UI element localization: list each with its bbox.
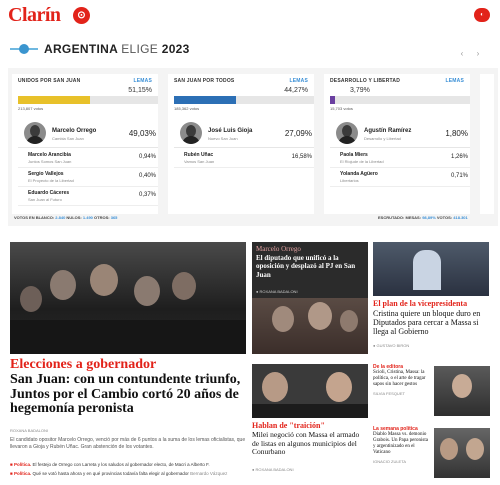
candidate-name: Sergio Vallejos [28, 171, 64, 177]
bullet-icon: ■ [10, 462, 13, 467]
story-kicker: De la editora [373, 364, 404, 370]
party-votes: 185,362 votos [174, 106, 200, 111]
mid-story-byline [256, 289, 298, 294]
lead-candidate [18, 118, 158, 148]
comment-icon: ● [252, 467, 255, 472]
story-headline: Scioli, Cristina, Massa: la política, o el arte de tragar sapos sin hacer gestos [373, 370, 426, 387]
mid-story-card[interactable] [252, 242, 368, 354]
result-card-2[interactable] [168, 74, 314, 214]
lemas-link[interactable]: LEMAS [445, 78, 464, 84]
right-story-headline[interactable]: Cristina quiere un bloque duro en Diputados para cercar a Massa si llega al Gobierno [373, 309, 481, 336]
clarin-logo[interactable]: Clarín [8, 4, 61, 26]
vote-bar [330, 96, 470, 104]
votes-label: VOTOS: [436, 215, 453, 220]
hero-headline[interactable]: San Juan: con un contundente triunfo, Juntos por el Cambio cortó 20 años de hegemonía peronista [10, 372, 241, 416]
vote-bar-fill [174, 96, 236, 104]
party-pct: 51,15% [128, 87, 152, 94]
avatar [336, 122, 358, 144]
candidate-row [18, 169, 158, 187]
blank-value: 2.840 [55, 215, 66, 220]
story-kicker: La semana política [373, 426, 418, 432]
hero-kicker[interactable]: Elecciones a gobernador [10, 357, 157, 372]
candidate-pct: 27,09% [284, 129, 312, 138]
title-light: ELIGE [121, 42, 159, 56]
candidate-name: Eduardo Cáceres [28, 190, 70, 196]
candidate-party: Libertarios [340, 178, 359, 183]
bottom-mid-photo[interactable] [252, 364, 368, 418]
mid-story-kicker: Marcelo Orrego [256, 245, 301, 253]
byline-text: ROXANA BADALONI [255, 467, 294, 472]
lemas-link[interactable]: LEMAS [133, 78, 152, 84]
next-card-peek[interactable] [480, 74, 494, 214]
mid-story-text [256, 245, 368, 279]
related-text: El festejo de Orrego con Larreta y los saludos al gobernador electo, de Macri a Alberto F. [32, 462, 210, 467]
right-story-photo[interactable] [373, 242, 489, 296]
candidate-row [18, 188, 158, 206]
election-banner [10, 40, 190, 58]
byline-text: GUSTAVO BIRON [376, 343, 410, 348]
blank-label: VOTOS EN BLANCO: [14, 215, 55, 220]
related-tag: Política. [13, 462, 32, 467]
candidate-row [174, 150, 314, 168]
party-name: DESARROLLO Y LIBERTAD [330, 78, 401, 84]
prev-arrow-icon[interactable]: ‹ [460, 49, 464, 58]
bottom-right-thumb-1[interactable] [434, 366, 490, 416]
bullet-icon: ■ [10, 471, 13, 476]
next-arrow-icon[interactable]: › [476, 49, 480, 58]
scrutiny-label: ESCRUTADO: [378, 215, 405, 220]
results-footer-right [378, 215, 468, 220]
candidate-name: Rubén Uñac [184, 152, 214, 158]
party-pct: 44,27% [284, 87, 308, 94]
mid-story-photo [252, 298, 368, 354]
right-story-kicker[interactable]: El plan de la vicepresidenta [373, 299, 468, 308]
candidate-party: Juntos Somos San Juan [28, 159, 72, 164]
title-main: ARGENTINA [44, 42, 118, 56]
candidate-party: Vamos San Juan [184, 159, 215, 164]
party-name: SAN JUAN POR TODOS [174, 78, 235, 84]
story-byline: SILVIA FESQUET [373, 391, 405, 396]
user-account-button[interactable]: ◐ [474, 8, 490, 22]
result-card-1[interactable] [12, 74, 158, 214]
votes-value: 418.301 [453, 215, 468, 220]
avatar [180, 122, 202, 144]
related-link-1[interactable] [10, 462, 246, 467]
candidate-row [330, 169, 470, 187]
hero-byline[interactable]: ROXANA BADALONI [10, 428, 49, 433]
hero-summary: El candidato opositor Marcelo Orrego, venció por más de 6 puntos a la suma de los lemas oficialistas, que llevaron a Gioja y Rubén Uñac. Gran abstención de los votantes. [10, 437, 246, 450]
lead-candidate [330, 118, 470, 148]
hero-photo[interactable] [10, 242, 246, 354]
candidate-row [330, 150, 470, 168]
story-byline: IGNACIO ZULETA [373, 459, 407, 464]
other-value: 365 [110, 215, 118, 220]
lead-candidate [174, 118, 314, 148]
vote-bar [174, 96, 314, 104]
candidate-name: Yolanda Agüero [340, 171, 378, 177]
comment-icon: ● [373, 343, 376, 348]
candidate-pct: 0,71% [450, 173, 468, 179]
candidate-party: San Juan al Futuro [28, 197, 62, 202]
related-link-2[interactable] [10, 471, 246, 476]
party-votes: 15,703 votos [330, 106, 353, 111]
vote-bar-fill [18, 96, 90, 104]
candidate-party: El Riojude de la Libertad [340, 159, 384, 164]
candidate-pct: 0,94% [138, 154, 156, 160]
election-title [44, 42, 190, 56]
party-votes: 213,807 votos [18, 106, 44, 111]
story-headline: Diablo Massa vs. demonio Grabois. Un Papa peronista y argentinizado en el Vaticano [373, 432, 428, 455]
candidate-party: El Proyecto de la Libertad [28, 178, 74, 183]
bottom-right-story-2[interactable] [373, 426, 431, 465]
vote-bar-fill [330, 96, 335, 104]
candidate-name: Agustín Ramírez [364, 128, 412, 134]
candidate-pct: 0,37% [138, 192, 156, 198]
candidate-name: Marcelo Orrego [52, 128, 97, 134]
tables-label: MESAS: [405, 215, 422, 220]
null-label: NULOS: [66, 215, 82, 220]
candidate-pct: 0,40% [138, 173, 156, 179]
candidate-name: Marcelo Arancibia [28, 152, 71, 158]
bottom-mid-byline[interactable] [252, 467, 294, 472]
result-card-3[interactable] [324, 74, 470, 214]
related-author: Bernardo Vázquez [190, 471, 228, 476]
related-text: Qué se votó hasta ahora y en qué provincias todavía falta elegir al gobernador [32, 471, 189, 476]
candidate-pct: 16,58% [291, 154, 312, 160]
byline-text: ROXANA BADALONI [259, 289, 298, 294]
avatar [24, 122, 46, 144]
mid-story-headline: El diputado que unificó a la oposición y desplazó al PJ en San Juan [256, 253, 356, 279]
right-story-byline[interactable] [373, 343, 409, 348]
other-label: OTROS: [94, 215, 110, 220]
bottom-right-story-1[interactable] [373, 364, 431, 397]
candidate-party: Nuevo San Juan [208, 136, 238, 141]
candidate-pct: 1,26% [450, 154, 468, 160]
title-year: 2023 [161, 42, 190, 56]
candidate-pct: 1,80% [445, 129, 468, 138]
bottom-right-thumb-2[interactable] [434, 428, 490, 478]
sun-emblem-icon [10, 43, 38, 55]
candidate-name: Paola Miers [340, 152, 368, 158]
candidate-party: Cambia San Juan [52, 136, 84, 141]
tables-value: 98,89% [422, 215, 436, 220]
related-tag: Política. [13, 471, 32, 476]
bottom-mid-kicker[interactable]: Hablan de "traición" [252, 421, 325, 430]
lemas-link[interactable]: LEMAS [289, 78, 308, 84]
comment-icon: ● [256, 289, 259, 294]
party-pct: 3,79% [350, 87, 370, 94]
null-value: 1.490 [82, 215, 93, 220]
candidate-name: José Luis Gioja [208, 128, 253, 134]
candidate-pct: 49,03% [128, 129, 156, 138]
candidate-party: Desarrollo y Libertad [364, 136, 401, 141]
bottom-mid-headline[interactable]: Milei negoció con Massa el armado de listas en algunos municipios del Conurbano [252, 430, 360, 456]
vote-bar [18, 96, 158, 104]
candidate-row [18, 150, 158, 168]
party-name: UNIDOS POR SAN JUAN [18, 78, 81, 84]
logo-mark-icon: ⊙ [73, 7, 90, 24]
results-footer-left [14, 215, 117, 220]
